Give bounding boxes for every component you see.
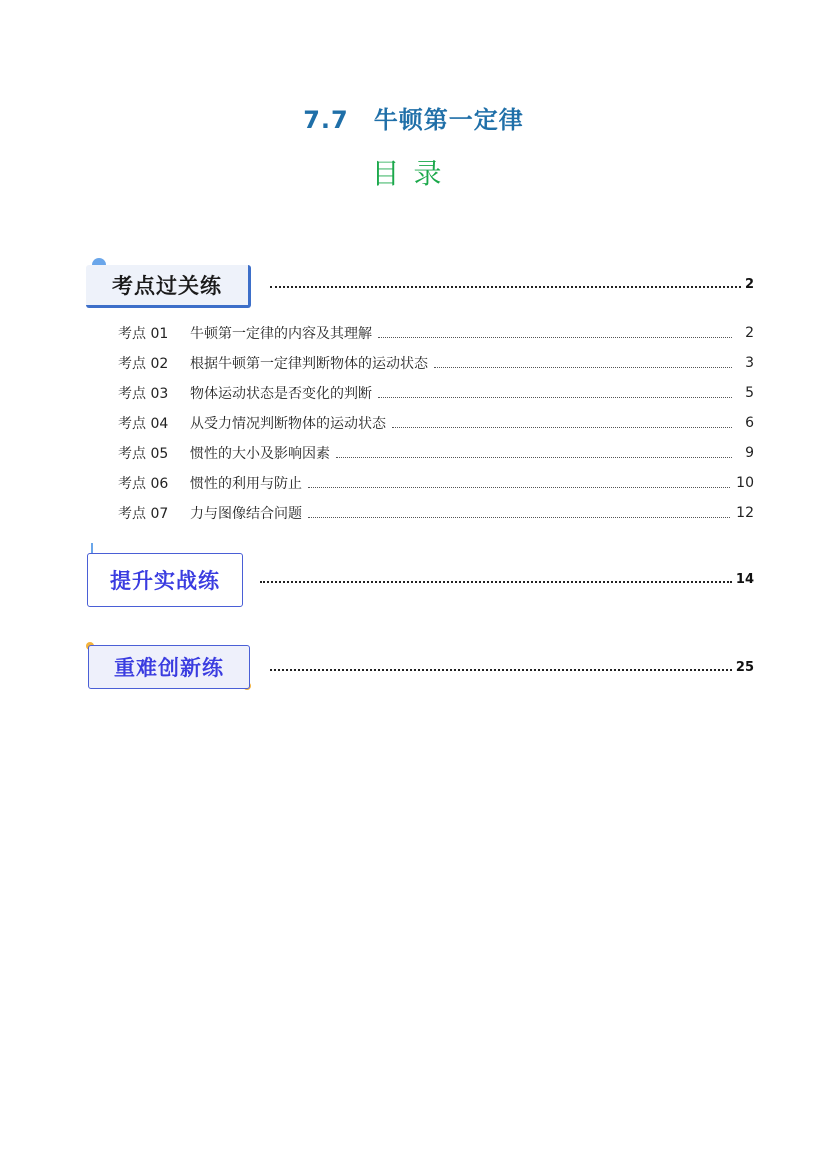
toc-item-page: 5 [745, 385, 754, 401]
toc-item-04[interactable] [118, 413, 754, 433]
toc-item-02[interactable] [118, 353, 754, 373]
section-badge-tisheng[interactable]: 提升实战练 [87, 553, 243, 607]
dot-leader [308, 517, 730, 518]
dot-leader [270, 669, 732, 671]
toc-item-code: 考点 01 [118, 326, 169, 342]
toc-item-text: 力与图像结合问题 [190, 506, 302, 522]
toc-item-code: 考点 04 [118, 416, 169, 432]
toc-item-page: 6 [745, 415, 754, 431]
toc-item-code: 考点 02 [118, 356, 169, 372]
toc-item-text: 物体运动状态是否变化的判断 [190, 386, 372, 402]
dot-leader [270, 286, 741, 288]
toc-item-text: 根据牛顿第一定律判断物体的运动状态 [190, 356, 428, 372]
section-page: 2 [744, 277, 754, 292]
toc-item-code: 考点 07 [118, 506, 169, 522]
toc-item-page: 9 [745, 445, 754, 461]
toc-item-text: 惯性的大小及影响因素 [190, 446, 330, 462]
section-badge-zhongnan[interactable]: 重难创新练 [88, 645, 250, 689]
dot-leader [378, 397, 732, 398]
toc-item-code: 考点 06 [118, 476, 169, 492]
toc-item-code: 考点 05 [118, 446, 169, 462]
toc-item-text: 从受力情况判断物体的运动状态 [190, 416, 386, 432]
dot-leader [434, 367, 732, 368]
toc-item-page: 10 [736, 475, 754, 491]
toc-item-page: 3 [745, 355, 754, 371]
dot-leader [378, 337, 732, 338]
toc-item-code: 考点 03 [118, 386, 169, 402]
dot-leader [336, 457, 732, 458]
page-title: 7.7 牛顿第一定律 [303, 106, 524, 134]
toc-item-06[interactable] [118, 473, 754, 493]
dot-leader [308, 487, 730, 488]
toc-item-01[interactable] [118, 323, 754, 343]
toc-heading: 目录 [371, 157, 456, 190]
toc-item-page: 2 [745, 325, 754, 341]
toc-item-05[interactable] [118, 443, 754, 463]
toc-item-07[interactable] [118, 503, 754, 523]
toc-item-page: 12 [736, 505, 754, 521]
toc-item-text: 惯性的利用与防止 [190, 476, 302, 492]
dot-leader [260, 581, 732, 583]
toc-item-text: 牛顿第一定律的内容及其理解 [190, 326, 372, 342]
section-page: 14 [735, 572, 754, 587]
section-badge-kaodian[interactable]: 考点过关练 [86, 265, 251, 308]
dot-leader [392, 427, 732, 428]
section-line-tisheng[interactable] [260, 572, 754, 587]
section-page: 25 [735, 660, 754, 675]
section-line-zhongnan[interactable] [270, 660, 754, 675]
toc-item-03[interactable] [118, 383, 754, 403]
section-line-kaodian[interactable] [270, 277, 754, 292]
